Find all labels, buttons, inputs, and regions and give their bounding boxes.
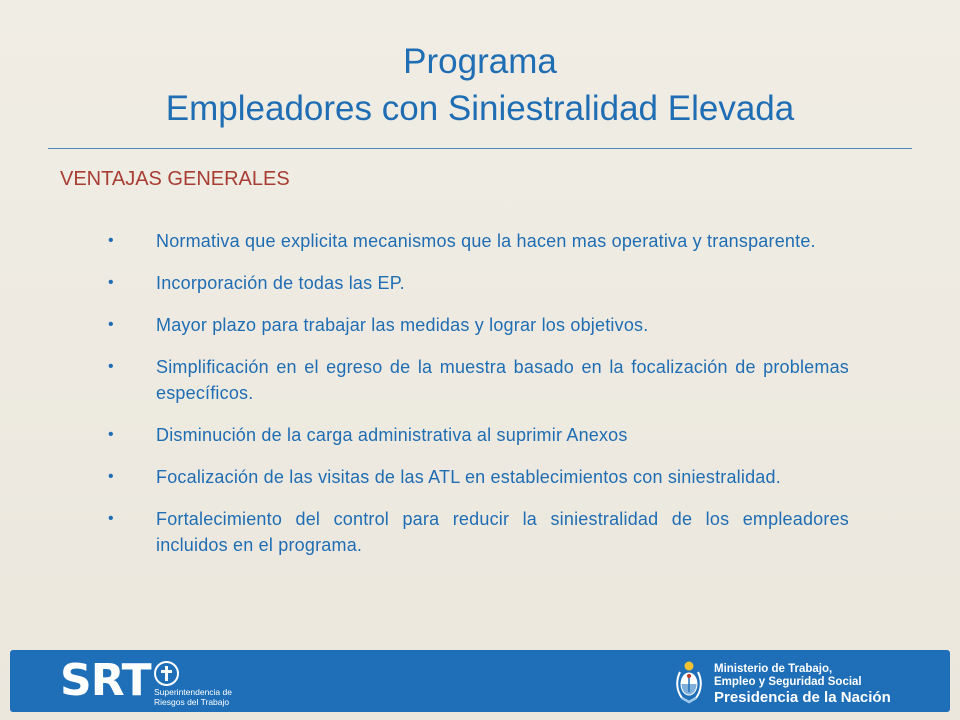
- bullet-list: [108, 228, 849, 558]
- srt-subtitle-line2: Riesgos del Trabajo: [154, 697, 230, 707]
- bullet-item: [108, 354, 849, 406]
- title-divider: [48, 148, 912, 149]
- bullet-text: Normativa que explicita mecanismos que la hacen mas operativa y transparente.: [156, 231, 816, 251]
- srt-subtitle: [154, 687, 232, 707]
- bullet-item: [108, 312, 849, 338]
- bullet-dot: •: [108, 232, 114, 249]
- slide-title-line1: Programa: [403, 42, 557, 81]
- ministry-text: [714, 663, 891, 707]
- ministry-line1: Ministerio de Trabajo,: [714, 663, 833, 675]
- srt-subtitle-line1: Superintendencia de: [154, 687, 232, 697]
- bullet-dot: •: [108, 468, 114, 485]
- bullet-item: [108, 464, 849, 490]
- ministry-line2: Empleo y Seguridad Social: [714, 676, 862, 688]
- bullet-text: Focalización de las visitas de las ATL en establecimientos con siniestralidad.: [156, 467, 781, 487]
- bullet-text: Disminución de la carga administrativa al suprimir Anexos: [156, 425, 628, 445]
- bullet-dot: •: [108, 510, 114, 527]
- argentine-coat-of-arms-icon: [676, 658, 702, 704]
- cross-circle-icon: [154, 661, 179, 686]
- bullet-text: Incorporación de todas las EP.: [156, 273, 405, 293]
- bullet-item: [108, 228, 849, 254]
- slide-title-line2: Empleadores con Siniestralidad Elevada: [165, 89, 795, 128]
- bullet-item: [108, 506, 849, 558]
- bullet-dot: •: [108, 358, 114, 375]
- srt-logo-text: SRT: [60, 655, 151, 706]
- bullet-text: Fortalecimiento del control para reducir la siniestralidad de los empleadores incluidos en el programa.: [156, 509, 849, 555]
- footer-banner: [10, 650, 950, 712]
- section-heading: VENTAJAS GENERALES: [60, 168, 290, 190]
- bullet-text: Mayor plazo para trabajar las medidas y lograr los objetivos.: [156, 315, 649, 335]
- bullet-dot: •: [108, 274, 114, 291]
- bullet-text: Simplificación en el egreso de la muestra basado en la focalización de problemas específicos.: [156, 357, 849, 403]
- slide-title: [0, 38, 960, 132]
- bullet-item: [108, 270, 849, 296]
- bullet-dot: •: [108, 426, 114, 443]
- bullet-dot: •: [108, 316, 114, 333]
- bullet-item: [108, 422, 849, 448]
- ministry-line3: Presidencia de la Nación: [714, 689, 891, 706]
